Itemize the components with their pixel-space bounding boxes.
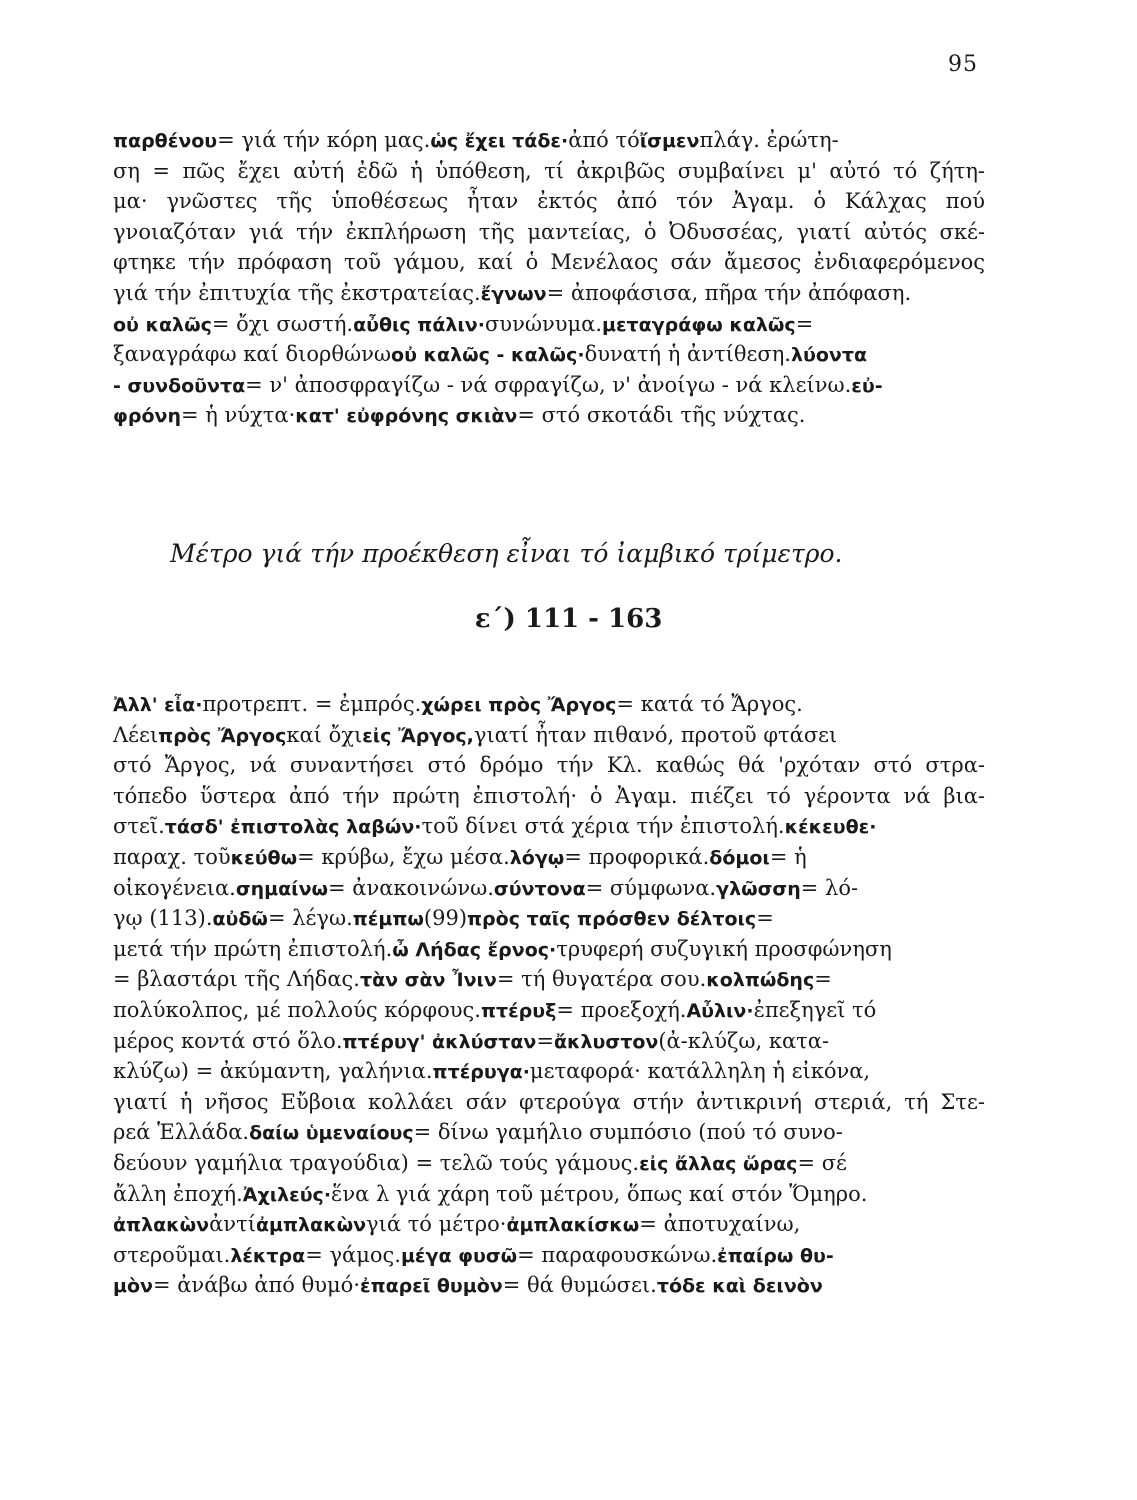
gloss-text: Λέει	[113, 722, 159, 747]
text-line	[113, 1212, 985, 1243]
lemma: ἔγνων	[480, 282, 547, 305]
lemma: Ἀχιλεύς·	[242, 1183, 332, 1206]
section-heading: ε΄) 111 - 163	[474, 604, 663, 634]
lemma: - συνδοῦντα	[113, 374, 246, 397]
gloss-text: γιά τήν ἐπιτυχία τῆς ἐκστρατείας.	[113, 280, 481, 305]
gloss-text: τρυφερή συζυγική προσφώνηση	[556, 936, 892, 961]
lemma: ἐπαίρω θυ-	[717, 1244, 834, 1267]
gloss-text: = λό-	[800, 875, 859, 900]
gloss-text: μετά τήν πρώτη ἐπιστολή.	[113, 936, 393, 961]
lemma: εἰς Ἄργος,	[362, 724, 474, 747]
gloss-text: οἰκογένεια.	[113, 875, 236, 900]
gloss-text: γιατί ἦταν πιθανό, προτοῦ φτάσει	[473, 722, 838, 747]
gloss-text: προτρεπτ. = ἐμπρός.	[202, 692, 422, 716]
text-line	[113, 220, 985, 251]
lemma: μεταγράφω καλῶς	[602, 313, 796, 336]
commentary-block-1	[113, 128, 985, 434]
gloss-text: = λέγω.	[267, 906, 353, 931]
lemma: ἐπαρεῖ θυμὸν	[360, 1275, 503, 1298]
gloss-text: = ἀποτυχαίνω,	[639, 1212, 801, 1237]
lemma: μὸν	[113, 1275, 153, 1298]
gloss-text: πολύκολπος, μέ πολλούς κόρφους.	[113, 997, 481, 1022]
gloss-text: ση = πῶς ἔχει αὐτή ἐδῶ ἡ ὑπόθεση, τί ἀκριβῶς συμβαίνει μ' αὐτό τό ζήτη-	[113, 158, 985, 183]
gloss-text: παραχ. τοῦ	[113, 844, 231, 869]
text-line	[113, 753, 985, 784]
lemma: χώρει πρὸς Ἄργος	[421, 694, 617, 716]
gloss-text: = παραφουσκώνω.	[517, 1242, 718, 1267]
commentary-block-2	[113, 692, 985, 1304]
text-line	[113, 723, 985, 754]
gloss-text: δεύουν γαμήλια τραγούδια) = τελῶ τούς γάμους.	[113, 1150, 640, 1175]
lemma: σημαίνω	[235, 877, 329, 900]
text-line	[113, 342, 985, 373]
lemma: ἴσμεν	[639, 130, 700, 152]
gloss-text: (ἀ-κλύζω, κατα-	[658, 1028, 830, 1053]
lemma: κεύθω	[230, 846, 298, 869]
gloss-text: στό Ἄργος, νά συναντήσει στό δρόμο τήν Κλ. καθώς θά 'ρχόταν στό στρα-	[113, 753, 985, 778]
lemma: τάσδ' ἐπιστολὰς λαβών·	[164, 816, 422, 839]
lemma: αὐδῶ	[212, 908, 268, 931]
lemma: ὡς ἔχει τάδε·	[430, 130, 569, 152]
gloss-text: πλάγ. ἐρώτη-	[699, 128, 839, 152]
text-line	[113, 1059, 985, 1090]
gloss-text: = γιά τήν κόρη μας.	[217, 128, 431, 152]
text-line	[113, 128, 985, 159]
gloss-text: = προεξοχή.	[556, 997, 687, 1022]
gloss-text: συνώνυμα.	[484, 311, 602, 336]
text-line	[113, 1029, 985, 1060]
gloss-text: = ἡ	[769, 844, 807, 869]
text-line	[113, 312, 985, 343]
gloss-text: (99)	[423, 906, 468, 931]
lemma: εὐ-	[851, 374, 883, 397]
lemma: γλῶσση	[716, 877, 801, 900]
gloss-text: μεταφορά· κατάλληλη ἡ εἰκόνα,	[529, 1059, 871, 1084]
lemma: σύντονα	[493, 877, 586, 900]
lemma: κολπώδης	[706, 969, 815, 992]
lemma: κέκευθε·	[784, 816, 877, 839]
lemma: ἀμπλακὼν	[255, 1214, 367, 1237]
gloss-text: = προφορικά.	[564, 844, 710, 869]
lemma: πτέρυγ' ἀκλύσταν	[342, 1030, 537, 1053]
gloss-text: = ἀποφάσισα, πῆρα τήν ἀπόφαση.	[546, 280, 912, 305]
gloss-text: ρεά Ἑλλάδα.	[113, 1120, 250, 1145]
gloss-text: = ἀνακοινώνω.	[328, 875, 494, 900]
lemma: αὖθις πάλιν·	[353, 313, 485, 336]
text-line	[113, 373, 985, 404]
gloss-text: = ν' ἀποσφραγίζω - νά σφραγίζω, ν' ἀνοίγω - νά κλείνω.	[245, 372, 852, 397]
text-line	[113, 845, 985, 876]
gloss-text: = τή θυγατέρα σου.	[496, 967, 707, 992]
text-line	[113, 1120, 985, 1151]
gloss-text: = κατά τό Ἄργος.	[616, 692, 803, 716]
lemma: πέμπω	[352, 908, 424, 931]
lemma: δόμοι	[709, 846, 770, 869]
text-line	[113, 692, 985, 723]
gloss-text: δυνατή ἡ ἀντίθεση.	[584, 342, 791, 367]
gloss-text: = κρύβω, ἔχω μέσα.	[297, 844, 510, 869]
gloss-text: μέρος κοντά στό ὅλο.	[113, 1028, 343, 1053]
text-line	[113, 876, 985, 907]
gloss-text: = θά θυμώσει.	[502, 1273, 657, 1298]
gloss-text: = στό σκοτάδι τῆς νύχτας.	[517, 403, 806, 428]
gloss-text: καί ὄχι	[286, 722, 363, 747]
gloss-text: γιά τό μέτρο·	[366, 1212, 507, 1237]
page-number: 95	[948, 52, 978, 77]
text-line	[113, 281, 985, 312]
gloss-text: κλύζω) = ἀκύμαντη, γαλήνια.	[113, 1059, 433, 1084]
text-line	[113, 250, 985, 281]
lemma: τόδε καὶ δεινὸν	[656, 1275, 823, 1298]
lemma: ἀμπλακίσκω	[506, 1214, 640, 1237]
lemma: πτέρυγα·	[432, 1061, 530, 1084]
gloss-text: ἄλλη ἐποχή.	[113, 1181, 243, 1206]
gloss-text: γνοιαζόταν γιά τήν ἐκπλήρωση τῆς μαντείας, ὁ Ὀδυσσέας, γιατί αὐτός σκέ-	[113, 219, 985, 244]
gloss-text: = βλαστάρι τῆς Λήδας.	[113, 967, 360, 992]
gloss-text: στεῖ.	[113, 814, 165, 839]
text-line	[113, 1243, 985, 1274]
gloss-text: = ἡ νύχτα·	[180, 403, 296, 428]
lemma: ἀπλακὼν	[113, 1214, 210, 1237]
gloss-text: = δίνω γαμήλιο συμπόσιο (πού τό συνο-	[413, 1120, 843, 1145]
gloss-text: μα· γνῶστες τῆς ὑποθέσεως ἦταν ἐκτός ἀπό τόν Ἀγαμ. ὁ Κάλχας πού	[113, 189, 985, 214]
gloss-text: τόπεδο ὕστερα ἀπό τήν πρώτη ἐπιστολή· ὁ Ἀγαμ. πιέζει τό γέροντα νά βια-	[113, 783, 985, 808]
gloss-text: =	[814, 967, 832, 992]
text-line	[113, 998, 985, 1029]
lemma: οὐ καλῶς	[113, 313, 212, 336]
gloss-text: ξαναγράφω καί διορθώνω	[113, 342, 392, 367]
text-line	[113, 967, 985, 998]
gloss-text: = γάμος.	[305, 1242, 401, 1267]
lemma: φρόνη	[113, 405, 181, 428]
text-line	[113, 1151, 985, 1182]
text-line	[113, 1273, 985, 1304]
text-line	[113, 937, 985, 968]
gloss-text: στεροῦμαι.	[113, 1242, 231, 1267]
text-line	[113, 814, 985, 845]
text-line	[113, 906, 985, 937]
lemma: πρὸς Ἄργος	[158, 724, 287, 747]
text-line	[113, 189, 985, 220]
gloss-text: τοῦ δίνει στά χέρια τήν ἐπιστολή.	[421, 814, 785, 839]
lemma: πρὸς ταῖς πρόσθεν δέλτοις	[467, 908, 757, 931]
gloss-text: =	[795, 311, 814, 336]
lemma: κατ' εὐφρόνης σκιὰν	[295, 405, 518, 428]
lemma: παρθένου	[113, 130, 218, 152]
lemma: λύοντα	[790, 344, 867, 367]
gloss-text: =	[756, 906, 774, 931]
gloss-text: = ἀνάβω ἀπό θυμό·	[152, 1273, 361, 1298]
lemma: οὐ καλῶς - καλῶς·	[391, 344, 585, 367]
lemma: τὰν σὰν Ἶνιν	[359, 969, 497, 992]
gloss-text: ἕνα λ γιά χάρη τοῦ μέτρου, ὅπως καί στόν Ὅμηρο.	[331, 1181, 868, 1206]
gloss-text: γιατί ἡ νῆσος Εὔβοια κολλάει σάν φτερούγα στήν ἀντικρινή στεριά, τή Στε-	[113, 1089, 985, 1114]
lemma: ἄκλυστον	[553, 1030, 659, 1053]
text-line	[113, 784, 985, 815]
lemma: ὦ Λήδας ἔρνος·	[392, 938, 557, 961]
lemma: δαίω ὑμεναίους	[249, 1122, 414, 1145]
lemma: εἰς ἄλλας ὥρας	[639, 1152, 798, 1175]
gloss-text: φτηκε τήν πρόφαση τοῦ γάμου, καί ὁ Μενέλαος σάν ἄμεσος ἐνδιαφερόμενος	[113, 250, 985, 275]
gloss-text: = σύμφωνα.	[585, 875, 717, 900]
lemma: Ἀλλ' εἶα·	[113, 694, 203, 716]
gloss-text: = ὄχι σωστή.	[211, 311, 354, 336]
gloss-text: = σέ	[797, 1150, 847, 1175]
text-line	[113, 1182, 985, 1213]
text-line	[113, 403, 985, 434]
text-line	[113, 159, 985, 190]
lemma: πτέρυξ	[480, 999, 557, 1022]
lemma: λόγῳ	[509, 846, 565, 869]
meter-note: Μέτρο γιά τήν προέκθεση εἶναι τό ἰαμβικό τρίμετρο.	[170, 539, 843, 568]
text-line	[113, 1090, 985, 1121]
gloss-text: ἀντί	[209, 1212, 256, 1237]
lemma: μέγα φυσῶ	[400, 1244, 518, 1267]
gloss-text: ἀπό τό	[568, 128, 640, 152]
lemma: Αὖλιν·	[686, 999, 754, 1022]
gloss-text: γῳ (113).	[113, 906, 213, 931]
gloss-text: ἐπεξηγεῖ τό	[753, 997, 877, 1022]
lemma: λέκτρα	[230, 1244, 306, 1267]
gloss-text: =	[536, 1028, 554, 1053]
